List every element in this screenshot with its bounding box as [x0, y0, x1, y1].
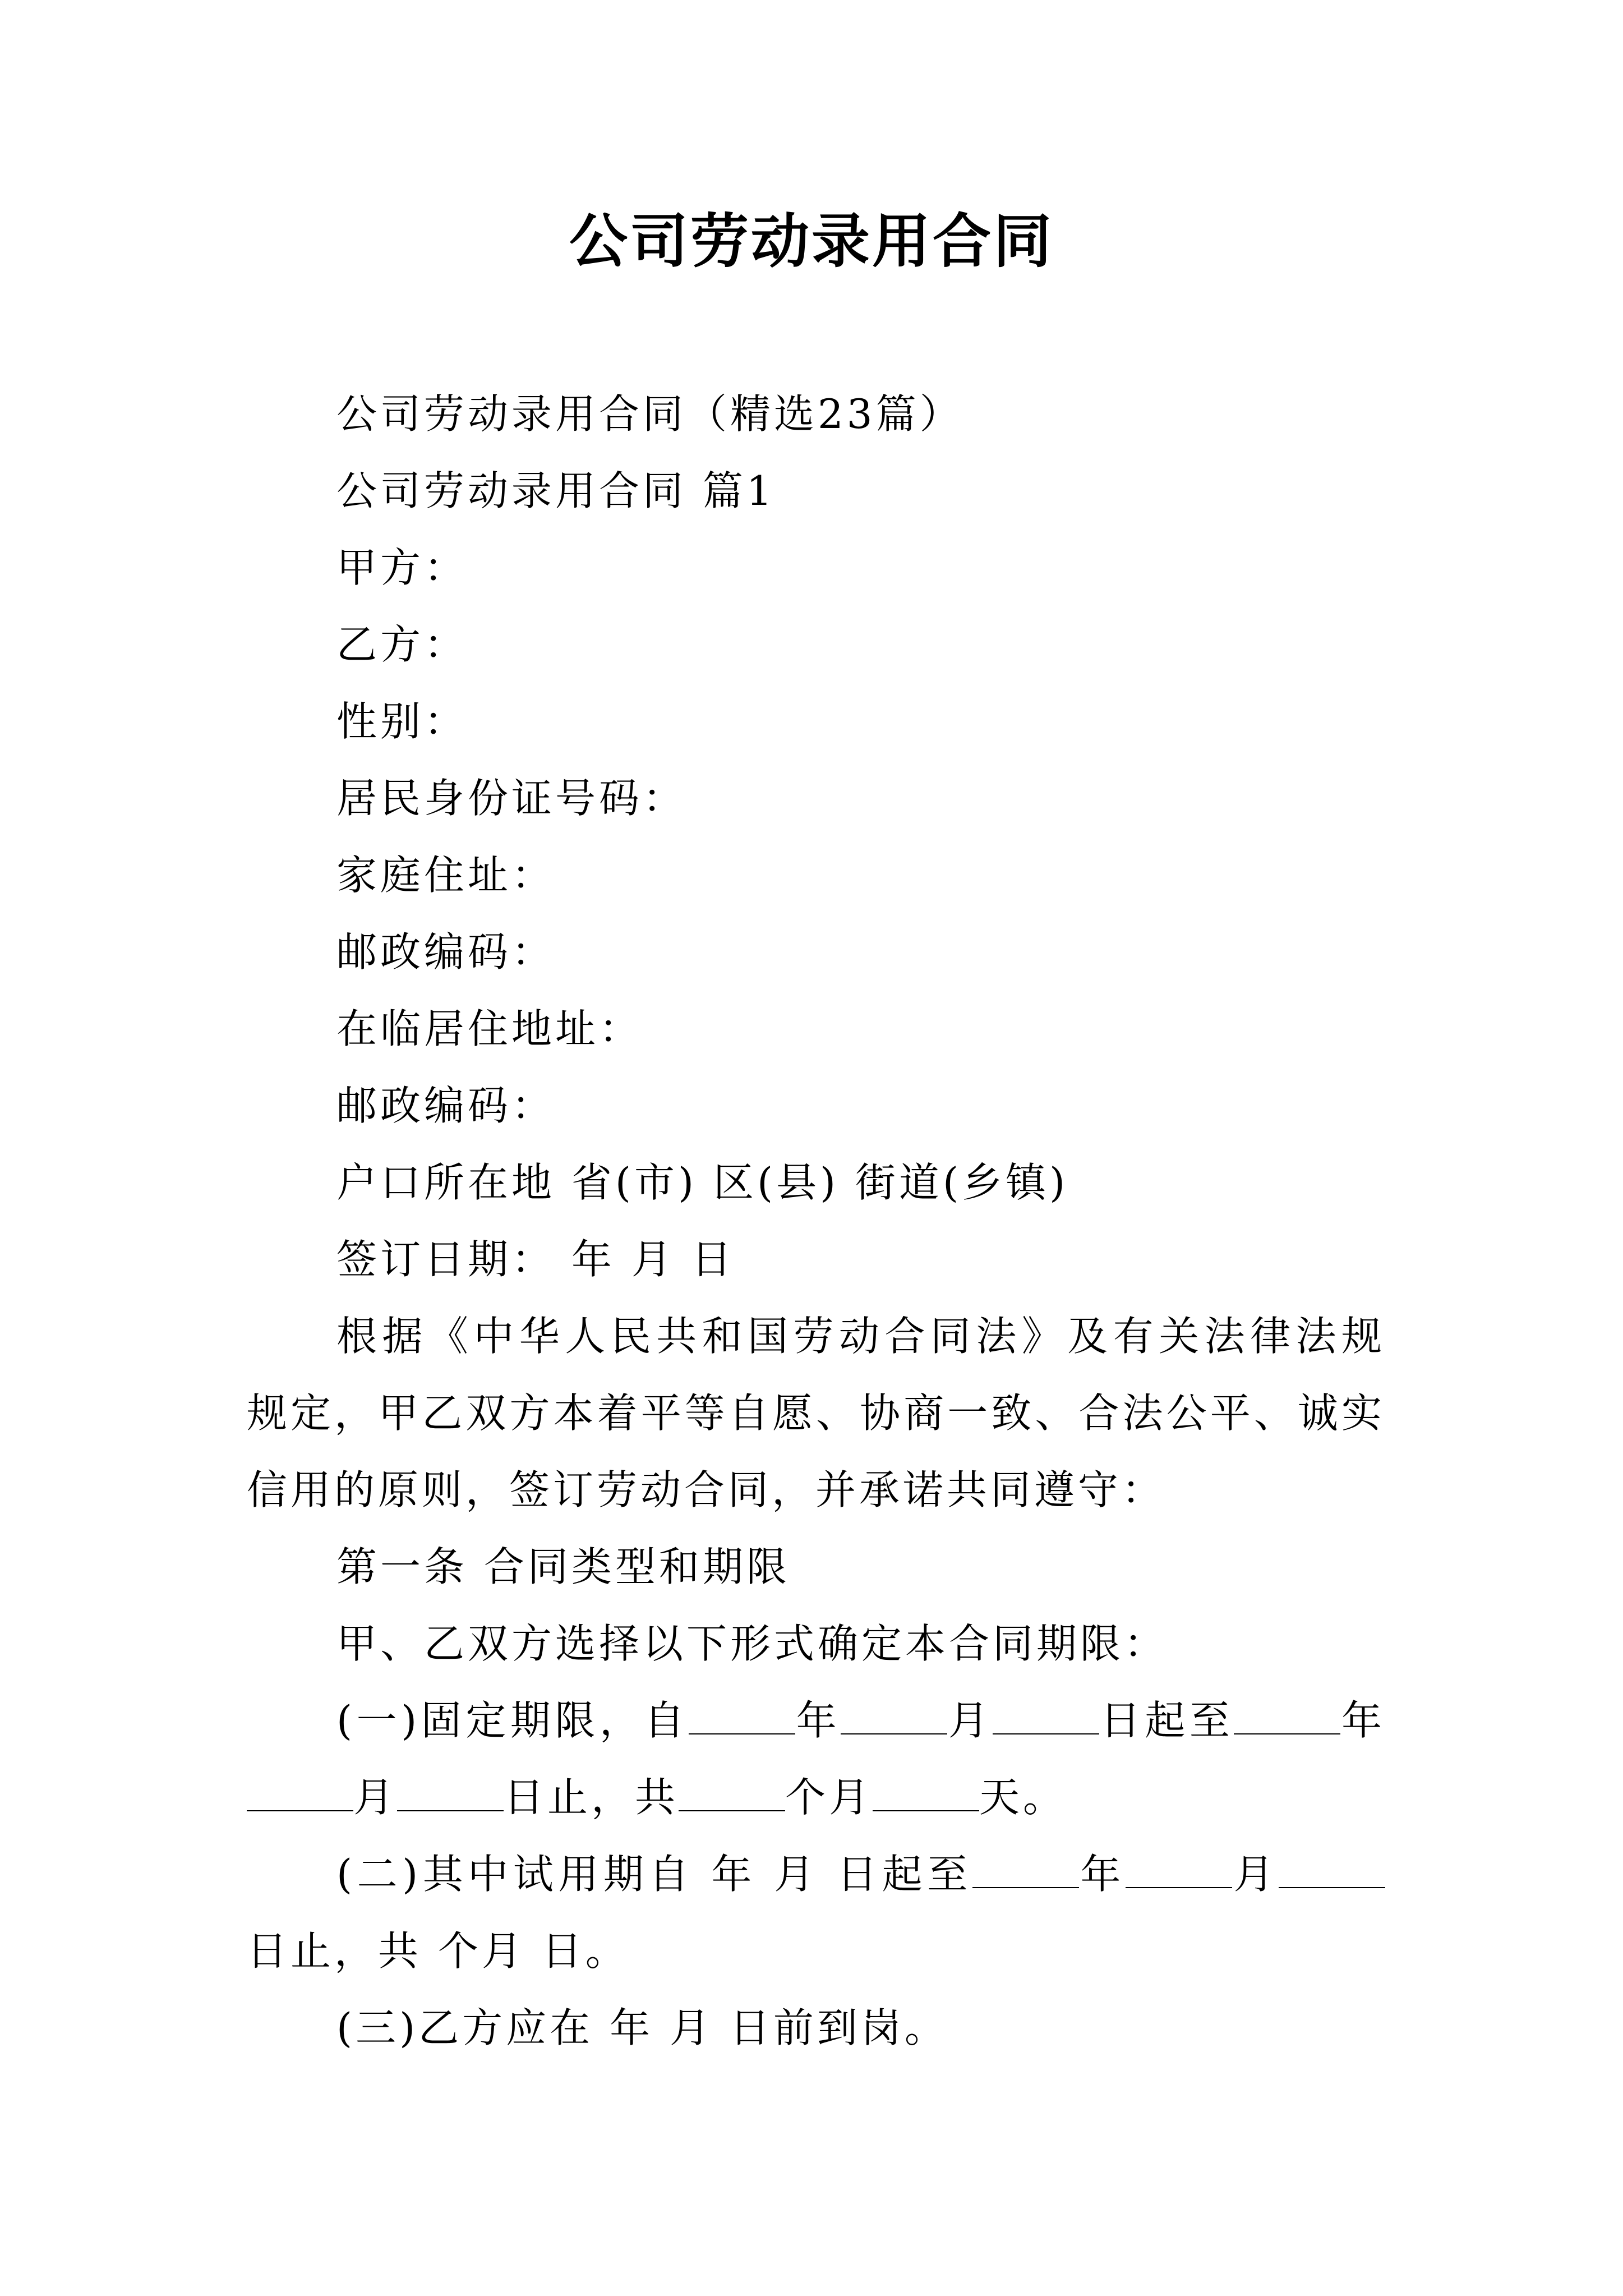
field-temp-address: 在临居住地址：	[336, 1005, 643, 1052]
blank-line	[679, 1772, 785, 1811]
blank-line	[1279, 1849, 1385, 1888]
article1-heading: 第一条 合同类型和期限	[336, 1543, 790, 1590]
field-household-registration: 户口所在地 省(市) 区(县) 街道(乡镇)	[336, 1159, 1069, 1206]
clause-text: 年	[1340, 1697, 1385, 1744]
blank-line	[689, 1695, 795, 1734]
field-signing-date: 签订日期： 年 月 日	[336, 1236, 735, 1283]
clause-text: 年	[795, 1697, 841, 1744]
field-id-number: 居民身份证号码：	[336, 775, 687, 822]
clause-text: 年	[1078, 1851, 1126, 1898]
field-home-address: 家庭住址：	[336, 852, 556, 899]
blank-line	[993, 1695, 1099, 1734]
article1-intro: 甲、乙双方选择以下形式确定本合同期限：	[336, 1620, 1168, 1667]
blank-line	[1234, 1695, 1340, 1734]
clause-text: 个月	[785, 1774, 873, 1821]
blank-line	[972, 1849, 1079, 1888]
clause-text: (一)固定期限，自	[336, 1697, 689, 1744]
field-party-b: 乙方：	[336, 621, 468, 668]
blank-line	[1126, 1849, 1232, 1888]
preamble-paragraph: 根据《中华人民共和国劳动合同法》及有关法律法规规定，甲乙双方本着平等自愿、协商一致、合法公平、诚实信用的原则，签订劳动合同，并承诺共同遵守：	[247, 1313, 1385, 1513]
field-gender: 性别：	[336, 698, 468, 745]
clause-text: (二)其中试用期自 年 月 日起至	[336, 1851, 972, 1898]
field-party-a: 甲方：	[336, 544, 468, 591]
section-heading: 公司劳动录用合同 篇1	[336, 467, 776, 514]
blank-line	[873, 1772, 979, 1811]
clause-text: 天。	[979, 1774, 1067, 1821]
clause-probation	[247, 1836, 1385, 1990]
blank-line	[397, 1772, 504, 1811]
document-subtitle: 公司劳动录用合同（精选23篇）	[336, 390, 963, 438]
document-body	[247, 376, 1385, 2067]
clause-text: 日起至	[1099, 1697, 1234, 1744]
blank-line	[247, 1772, 353, 1811]
clause-text: 日止，共 个月 日。	[247, 1927, 629, 1975]
clause-fixed-term	[247, 1682, 1385, 1836]
document-title: 公司劳动录用合同	[569, 207, 1054, 275]
clause-text: 月	[947, 1697, 993, 1744]
clause-text: 日止，共	[504, 1774, 679, 1821]
blank-line	[841, 1695, 947, 1734]
clause-text: 月	[353, 1774, 398, 1821]
field-postal-code-2: 邮政编码：	[336, 1082, 556, 1129]
field-postal-code: 邮政编码：	[336, 928, 556, 976]
clause-start-date: (三)乙方应在 年 月 日前到岗。	[336, 2004, 948, 2051]
clause-text: 月	[1232, 1851, 1279, 1898]
